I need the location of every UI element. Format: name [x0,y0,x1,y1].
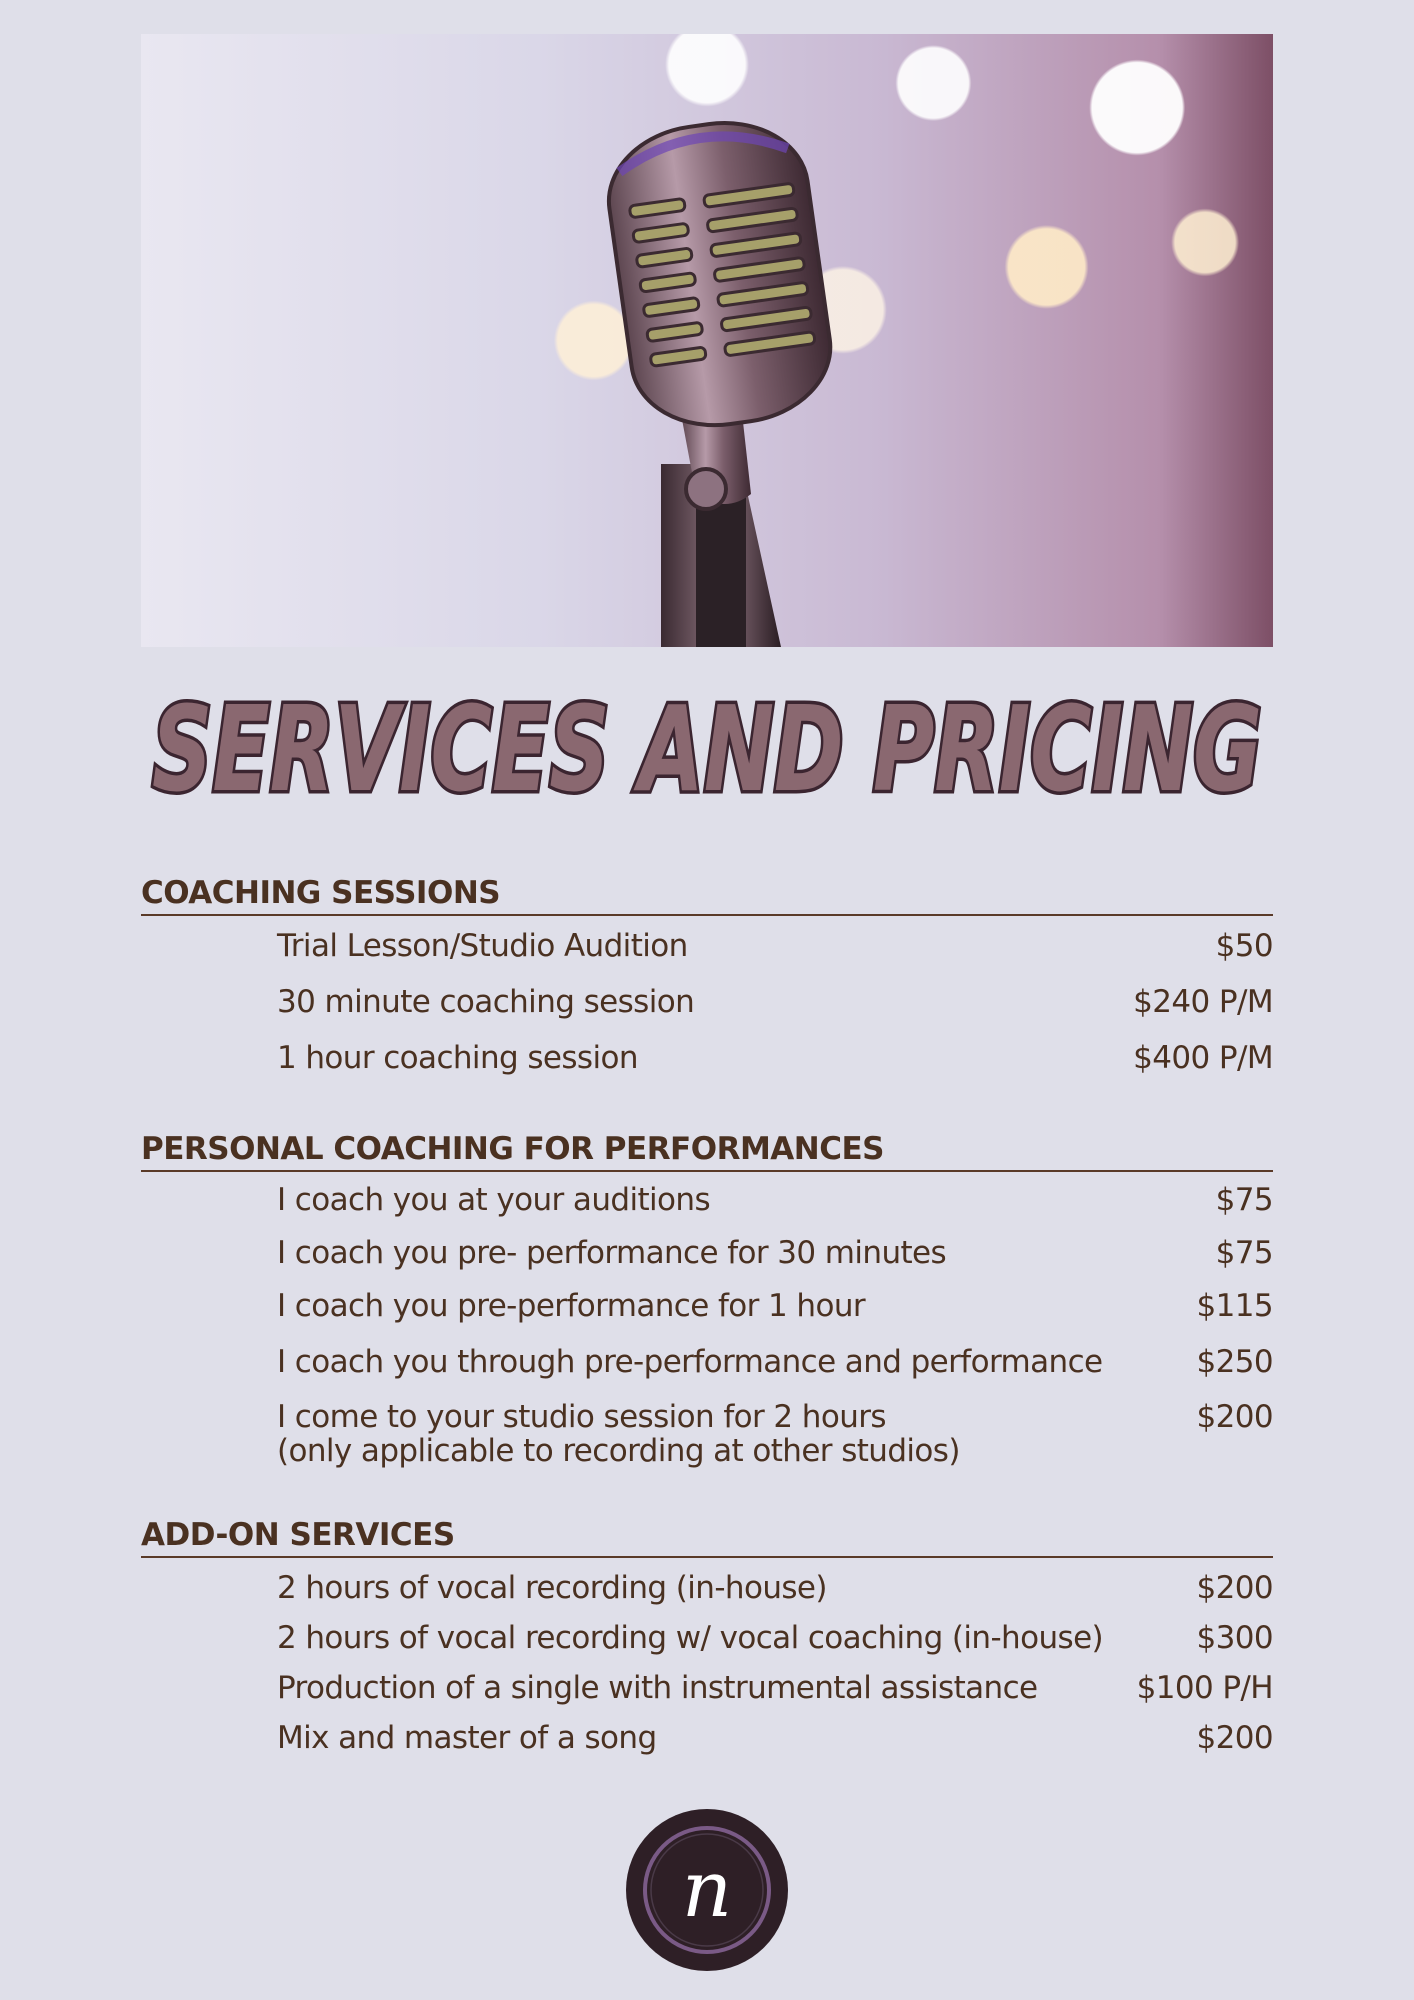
hero-image [141,34,1273,647]
service-price: $115 [1196,1288,1273,1324]
service-price: $240 P/M [1133,984,1273,1020]
service-name: I coach you pre-performance for 1 hour [277,1288,866,1324]
service-name: 1 hour coaching session [277,1040,638,1076]
service-name: I come to your studio session for 2 hours [277,1399,886,1435]
service-name: Mix and master of a song [277,1720,657,1756]
service-name: 2 hours of vocal recording w/ vocal coaching (in-house) [277,1620,1104,1656]
price-row [277,1570,1273,1620]
price-row [277,1620,1273,1670]
section-heading: PERSONAL COACHING FOR PERFORMANCES [141,1128,1273,1172]
service-name: I coach you at your auditions [277,1182,710,1218]
service-name: I coach you pre- performance for 30 minutes [277,1235,947,1271]
service-name: 30 minute coaching session [277,984,695,1020]
price-row [277,1670,1273,1720]
service-name-multiline [277,1400,960,1468]
price-row [277,1400,1273,1488]
page-title-text: SERVICES AND PRICING [152,680,1262,818]
section-heading: COACHING SESSIONS [141,872,1273,916]
service-price: $250 [1196,1344,1273,1380]
price-row [277,928,1273,984]
price-row [277,984,1273,1040]
service-name: 2 hours of vocal recording (in-house) [277,1570,827,1606]
service-price: $50 [1215,928,1273,964]
service-price: $100 P/H [1136,1670,1273,1706]
service-name: Trial Lesson/Studio Audition [277,928,688,964]
price-list [277,1172,1273,1488]
section-heading: ADD-ON SERVICES [141,1514,1273,1558]
price-row [277,1720,1273,1770]
service-price: $200 [1196,1399,1273,1435]
section-personal-coaching [141,1128,1273,1488]
service-price: $200 [1196,1570,1273,1606]
brand-logo [625,1808,789,1972]
price-row [277,1288,1273,1344]
service-name: I coach you through pre-performance and performance [277,1344,1103,1380]
microphone-icon [141,34,1273,647]
price-list [277,916,1273,1096]
price-list [277,1558,1273,1770]
service-price: $300 [1196,1620,1273,1656]
page-title [141,668,1273,818]
service-price: $400 P/M [1133,1040,1273,1076]
price-row [277,1344,1273,1400]
price-row [277,1235,1273,1288]
service-price: $75 [1215,1182,1273,1218]
service-price: $75 [1215,1235,1273,1271]
service-name: Production of a single with instrumental assistance [277,1670,1038,1706]
service-price: $200 [1196,1720,1273,1756]
section-add-on-services [141,1514,1273,1770]
price-row [277,1182,1273,1235]
price-row [277,1040,1273,1096]
logo-letter: n [681,1845,733,1935]
service-note: (only applicable to recording at other studios) [277,1433,960,1469]
section-coaching-sessions [141,872,1273,1096]
